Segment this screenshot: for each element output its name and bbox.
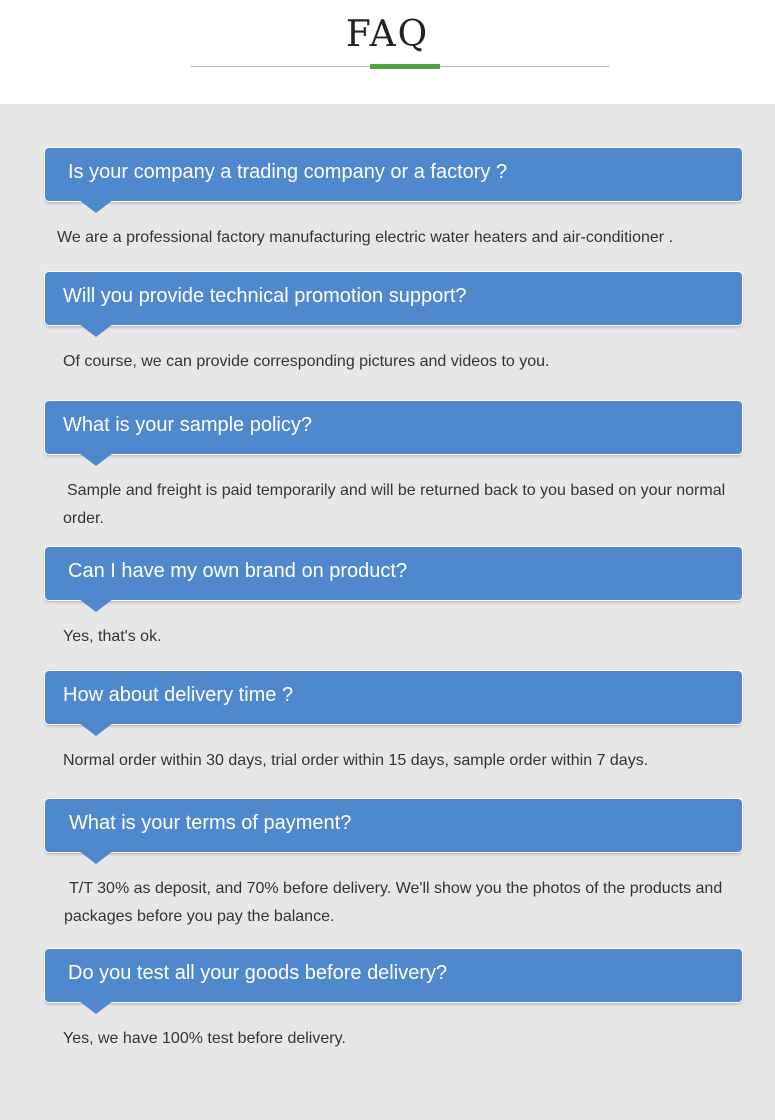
faq-question (45, 949, 742, 1002)
faq-question (45, 272, 742, 325)
faq-question (45, 799, 742, 852)
title-accent-bar (370, 64, 440, 69)
page-title: FAQ (345, 14, 430, 55)
faq-header (0, 0, 775, 104)
speech-bubble-tail (79, 1001, 113, 1014)
faq-answer: Yes, that's ok. (63, 628, 162, 645)
speech-bubble-tail (79, 851, 113, 864)
faq-question-text: What is your sample policy? (63, 414, 312, 436)
faq-question (45, 547, 742, 600)
faq-answer: Sample and freight is paid temporarily and will be returned back to you based on your normal order. (63, 482, 726, 527)
faq-answer: Normal order within 30 days, trial order within 15 days, sample order within 7 days. (63, 752, 649, 769)
speech-bubble-tail (79, 324, 113, 337)
speech-bubble-tail (79, 723, 113, 736)
faq-answer: We are a professional factory manufacturing electric water heaters and air-conditioner . (57, 229, 674, 246)
faq-question (45, 671, 742, 724)
faq-question-text: Can I have my own brand on product? (68, 560, 408, 582)
speech-bubble-tail (79, 599, 113, 612)
faq-answer: T/T 30% as deposit, and 70% before delivery. We'll show you the photos of the products and packages before you pay the balance. (64, 880, 723, 925)
faq-question-text: What is your terms of payment? (69, 812, 352, 834)
speech-bubble-tail (79, 200, 113, 213)
faq-answer: Yes, we have 100% test before delivery. (63, 1030, 346, 1047)
faq-question-text: Do you test all your goods before delivery? (68, 962, 448, 984)
faq-question-text: Is your company a trading company or a factory ? (68, 161, 508, 183)
faq-question (45, 401, 742, 454)
faq-question (45, 148, 742, 201)
faq-question-text: Will you provide technical promotion support? (63, 285, 467, 307)
faq-question-text: How about delivery time ? (63, 684, 294, 706)
speech-bubble-tail (79, 453, 113, 466)
faq-answer: Of course, we can provide corresponding pictures and videos to you. (63, 353, 550, 370)
